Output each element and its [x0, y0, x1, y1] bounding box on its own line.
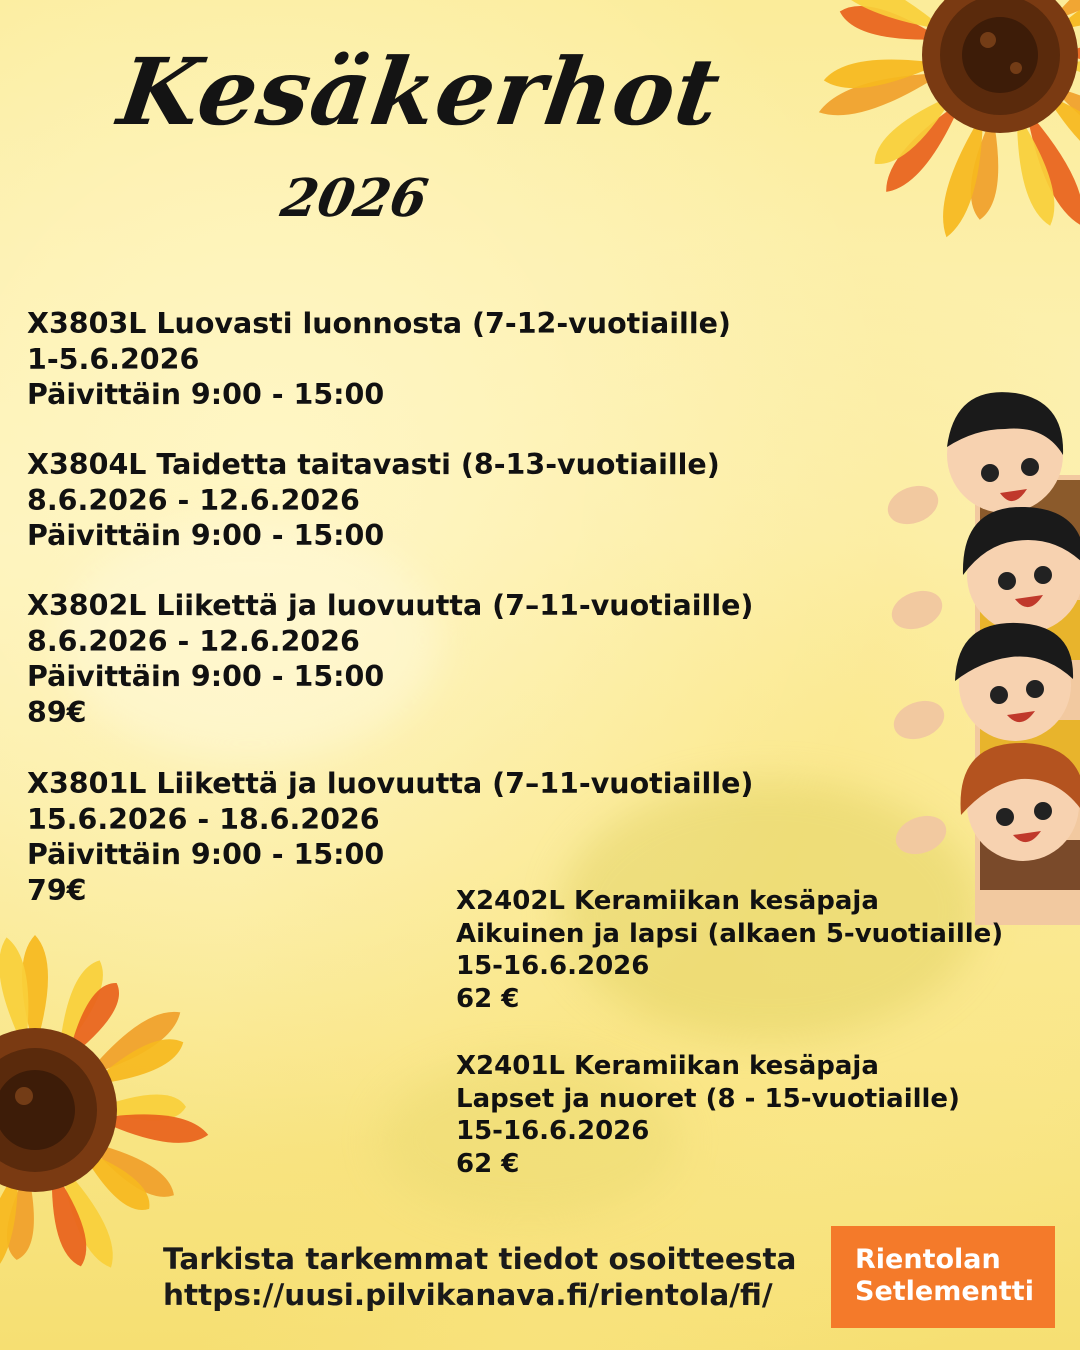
course-dates: 8.6.2026 - 12.6.2026: [27, 624, 360, 658]
course-dates: 15-16.6.2026: [456, 1116, 650, 1146]
footer-text: Tarkista tarkemmat tiedot osoitteesta: [163, 1242, 797, 1276]
course-price: 79€: [27, 873, 87, 907]
course-audience: Aikuinen ja lapsi (alkaen 5-vuotiaille): [456, 918, 1004, 949]
course-dates: 1-5.6.2026: [27, 342, 200, 376]
course-dates: 15.6.2026 - 18.6.2026: [27, 802, 380, 836]
course-price: 89€: [27, 695, 87, 729]
footer-url-link[interactable]: https://uusi.pilvikanava.fi/rientola/fi/: [163, 1278, 773, 1312]
course-dates: 8.6.2026 - 12.6.2026: [27, 483, 360, 517]
course-price: 62 €: [456, 983, 520, 1014]
course-title: X2402L Keramiikan kesäpaja: [456, 886, 879, 916]
logo-line: Setlementti: [855, 1276, 1034, 1307]
course-block: [27, 588, 753, 730]
organization-logo: [831, 1226, 1055, 1328]
course-title: X3804L Taidetta taitavasti (8-13-vuotiaille): [27, 448, 720, 481]
course-block: [456, 1050, 960, 1180]
course-block: [456, 885, 1003, 1015]
course-title: X3802L Liikettä ja luovuutta (7–11-vuotiaille): [27, 589, 754, 622]
course-title: X3801L Liikettä ja luovuutta (7–11-vuotiaille): [27, 767, 754, 800]
page-title: Kesäkerhot: [112, 38, 727, 146]
course-block: [27, 306, 731, 413]
course-time: Päivittäin 9:00 - 15:00: [27, 838, 385, 871]
course-title: X3803L Luovasti luonnosta (7-12-vuotiaille): [27, 307, 731, 340]
course-time: Päivittäin 9:00 - 15:00: [27, 660, 385, 693]
sunflower-top-right-icon: [760, 0, 1080, 340]
course-audience: Lapset ja nuoret (8 - 15-vuotiaille): [456, 1083, 960, 1114]
course-block: [27, 447, 720, 554]
course-dates: 15-16.6.2026: [456, 951, 650, 981]
course-title: X2401L Keramiikan kesäpaja: [456, 1051, 879, 1081]
course-time: Päivittäin 9:00 - 15:00: [27, 378, 385, 411]
course-price: 62 €: [456, 1148, 520, 1179]
footer-info: [163, 1241, 796, 1313]
course-time: Päivittäin 9:00 - 15:00: [27, 519, 385, 552]
page-subtitle-year: 2026: [276, 168, 433, 229]
logo-line: Rientolan: [855, 1244, 1001, 1275]
children-illustration-icon: [885, 385, 1080, 925]
